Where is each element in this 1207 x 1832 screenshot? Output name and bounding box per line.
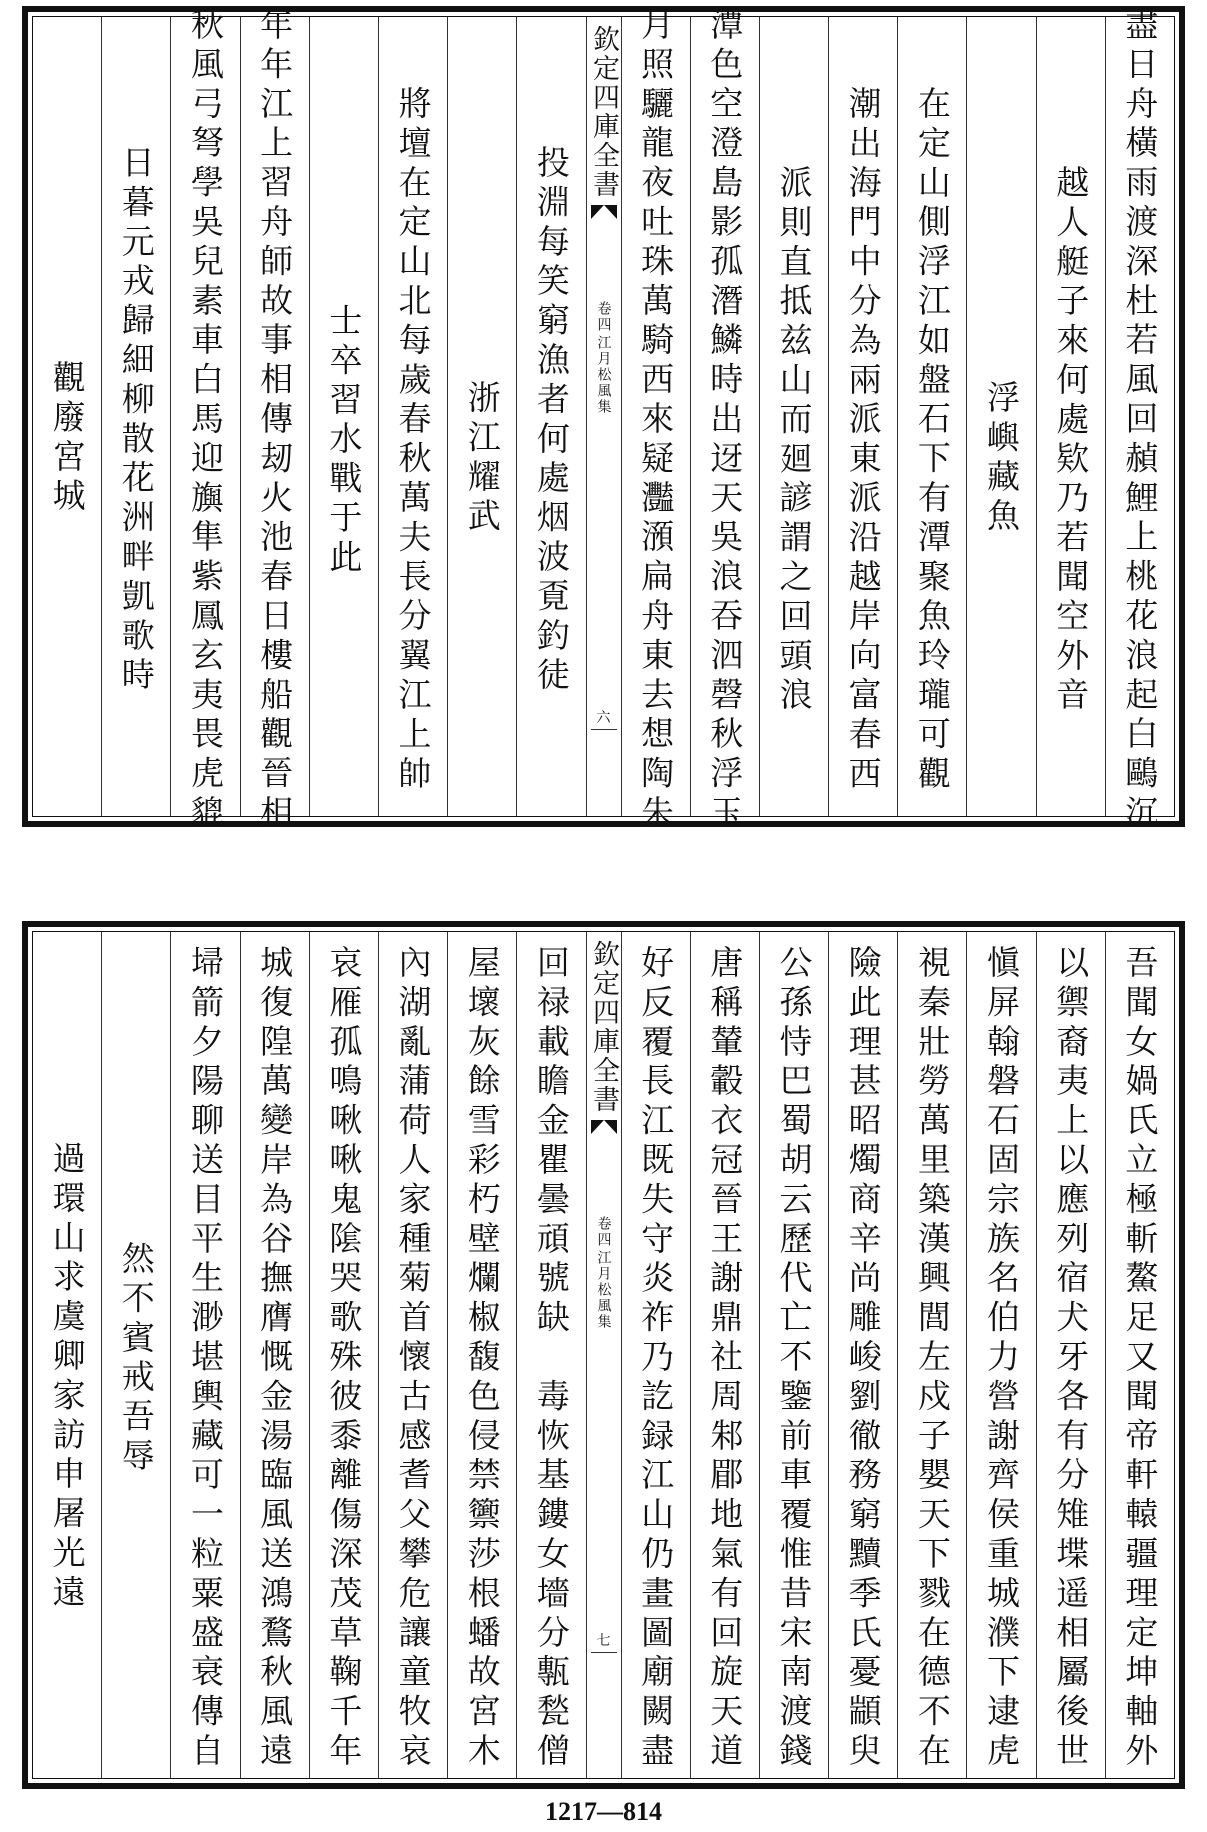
- margin-juan: 卷四: [595, 1216, 612, 1248]
- margin-title: 欽定四庫全書: [588, 25, 619, 199]
- text-column: 然不賓戒吾辱: [101, 932, 170, 1778]
- margin-subtitle: [594, 1216, 614, 1330]
- page-footer-number: 1217—814: [545, 1797, 662, 1826]
- text-column: 公孫恃巴蜀胡云歷代亡不鑒前車覆惟昔宋南渡錢: [759, 932, 828, 1778]
- margin-rule: [591, 729, 617, 730]
- poem-title: 浮嶼藏魚: [966, 17, 1035, 816]
- text-column: 以禦裔夷上以應列宿犬牙各有分雉堞遥相屬後世: [1036, 932, 1105, 1778]
- text-column: 將壇在定山北每歲春秋萬夫長分翼江上帥: [378, 17, 447, 816]
- text-column: 回禄載瞻金瞿曇頑號缺 毒恢基鏤女墻分甎甃僧: [516, 932, 585, 1778]
- margin-title: 欽定四庫全書: [588, 940, 619, 1114]
- text-column: 年年江上習舟師故事相傳刼火池春日樓船觀晉相: [240, 17, 309, 816]
- center-margin: [586, 17, 621, 816]
- margin-subtitle: [594, 301, 614, 415]
- text-column: 城復隍萬變岸為谷撫膺慨金湯臨風送鴻鶩秋風遠: [240, 932, 309, 1778]
- text-column: 月照驪龍夜吐珠萬騎西來疑灩澦扁舟東去想陶朱: [621, 17, 690, 816]
- text-column: 唐稱輦轂衣冠晉王謝鼎社周邾郿地氣有回旋天道: [690, 932, 759, 1778]
- text-column: 盡日舟橫雨渡深杜若風回赬鯉上桃花浪起白鷗沉: [1105, 17, 1174, 816]
- text-column: 日暮元戎歸細柳散花洲畔凱歌時: [101, 17, 170, 816]
- bottom-page-columns: [32, 931, 1175, 1779]
- text-column: 士卒習水戰于此: [309, 17, 378, 816]
- text-column: 派則直抵兹山而廻諺謂之回頭浪: [759, 17, 828, 816]
- text-column: 潭色空澄島影孤潛鱗時出迓天吳浪吞泗磬秋浮玉: [690, 17, 759, 816]
- text-column: 內湖亂蒲荷人家種菊首懷古感耆父攀危讓童牧哀: [378, 932, 447, 1778]
- poem-title: 觀廢宮城: [47, 360, 87, 518]
- text-column: 屋壞灰餘雪彩朽壁爛椒馥色侵禁籞莎根蟠故宮木: [447, 932, 516, 1778]
- text-column: 投淵每笑窮漁者何處烟波覔釣徒: [516, 17, 585, 816]
- poem-title: 浙江耀武: [447, 17, 516, 816]
- margin-book: 江月松風集: [595, 335, 612, 415]
- bottom-page: [22, 921, 1185, 1789]
- text-column: 險此理甚昭燭商辛尚雕峻劉徹務窮黷季氏憂顓臾: [828, 932, 897, 1778]
- center-margin: [586, 932, 621, 1778]
- text-column: 愼屏翰磐石固宗族名伯力營謝齊侯重城濮下逮虎: [966, 932, 1035, 1778]
- margin-book: 江月松風集: [595, 1250, 612, 1330]
- poem-title: 過環山求虞卿家訪申屠光遠: [47, 1141, 87, 1614]
- text-column: 好反覆長江既失守炎祚乃訖録江山仍畫圖廟闕盡: [621, 932, 690, 1778]
- text-column: 越人艇子來何處欵乃若聞空外音: [1036, 17, 1105, 816]
- margin-page-number: 七: [596, 1633, 611, 1649]
- text-column: 吾聞女媧氏立極斬鰲足又聞帝軒轅疆理定坤軸外: [1105, 932, 1174, 1778]
- top-page: [22, 6, 1185, 835]
- text-column: 視秦壯勞萬里築漢興閭左戍子嬰天下戮在德不在: [897, 932, 966, 1778]
- fishtail-mark-icon: [591, 205, 617, 231]
- margin-page-number: 六: [596, 710, 611, 726]
- fishtail-mark-icon: [591, 1120, 617, 1146]
- margin-rule: [591, 1652, 617, 1653]
- text-column: 哀雁孤鳴啾啾鬼隂哭歌殊彼黍離傷深茂草鞠千年: [309, 932, 378, 1778]
- text-column: 潮出海門中分為兩派東派沿越岸向富春西: [828, 17, 897, 816]
- text-column: 在定山側浮江如盤石下有潭聚魚玲瓏可觀: [897, 17, 966, 816]
- text-column: 秋風弓弩學吳兒素車白馬迎旟隼紫鳳玄夷畏虎貔: [170, 17, 239, 816]
- margin-juan: 卷四: [595, 301, 612, 333]
- top-page-columns: [32, 6, 1175, 835]
- text-column: 埽箭夕陽聊送目平生渺堪輿藏可一粒粟盛衰傳自: [170, 932, 239, 1778]
